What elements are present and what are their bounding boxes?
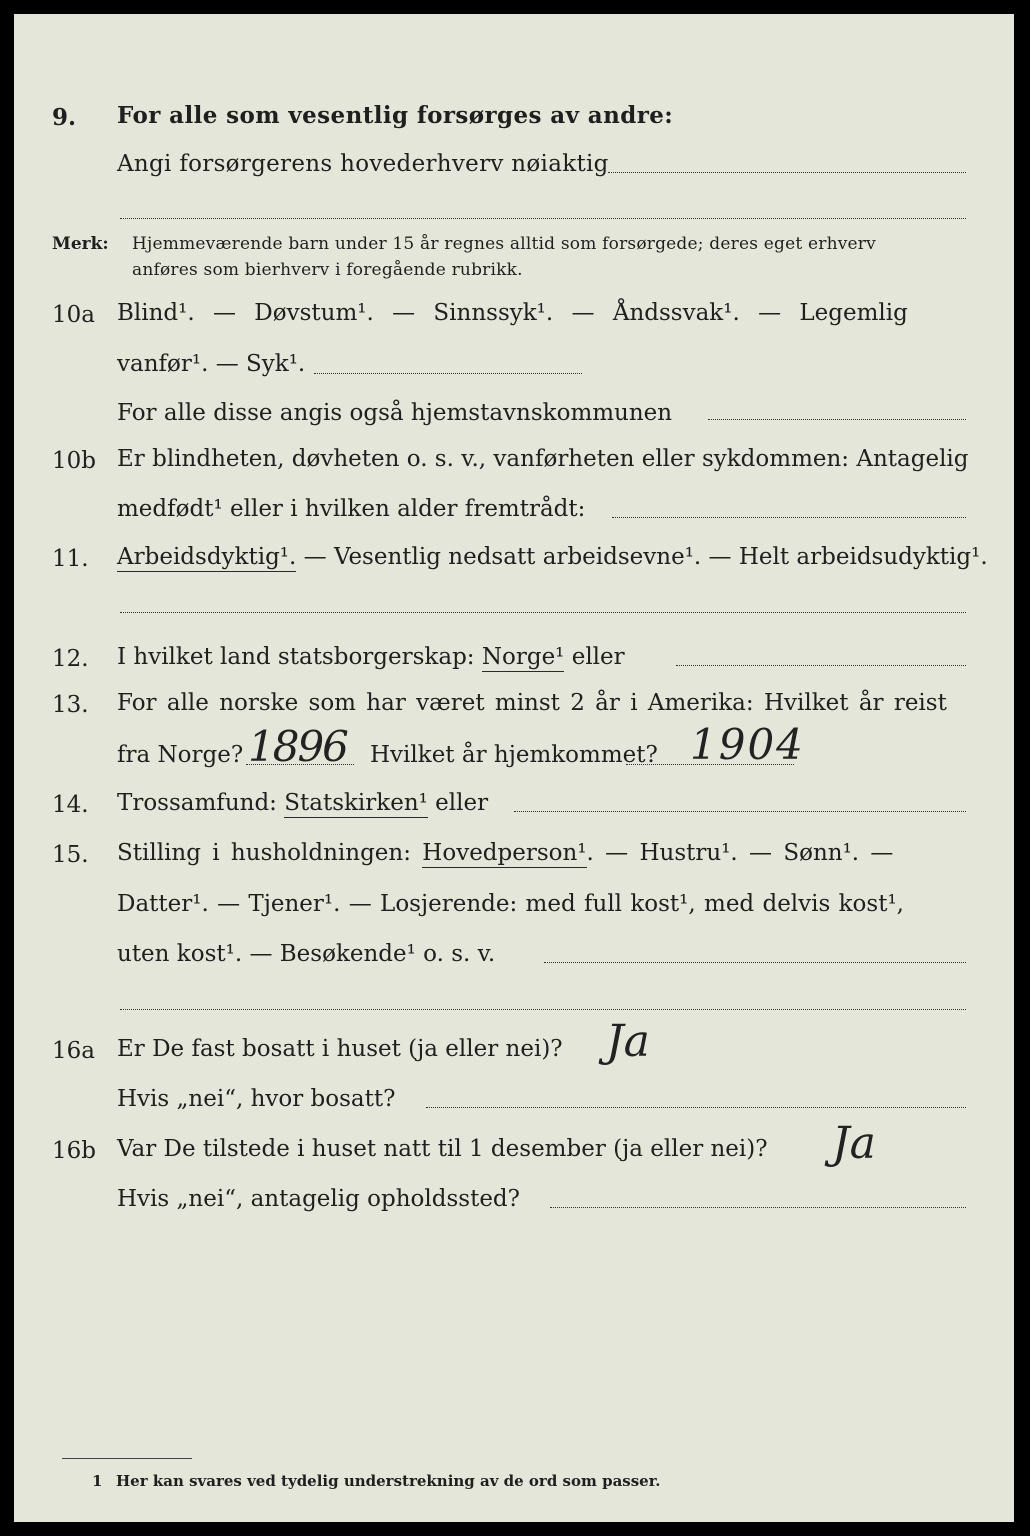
q15-line1-before: Stilling i husholdningen: (117, 840, 423, 866)
q10b-number: 10b (52, 448, 96, 474)
merk-line1: Hjemmeværende barn under 15 år regnes alltid som forsørgede; deres eget erhverv (132, 234, 876, 254)
q11-number: 11. (52, 546, 89, 572)
q11-line (117, 544, 988, 570)
q16a-line2: Hvis „nei“, hvor bosatt? (117, 1086, 396, 1112)
q10b-line1: Er blindheten, døvheten o. s. v., vanførheten eller sykdommen: Antagelig (117, 446, 969, 472)
merk-line2: anføres som bierhverv i foregående rubrikk. (132, 260, 523, 280)
q16b-line2: Hvis „nei“, antagelig opholdssted? (117, 1186, 520, 1212)
q14-number: 14. (52, 792, 89, 818)
q16a-number: 16a (52, 1038, 95, 1064)
q10b-answer-line[interactable] (612, 517, 966, 518)
q13-number: 13. (52, 692, 89, 718)
q15-answer-line-2[interactable] (120, 1009, 966, 1010)
q15-line3: uten kost¹. — Besøkende¹ o. s. v. (117, 941, 496, 967)
q10a-number: 10a (52, 302, 95, 328)
q15-number: 15. (52, 842, 89, 868)
q12-line (117, 644, 625, 670)
q15-underlined-answer[interactable]: Hovedperson¹ (422, 840, 587, 866)
q12-number: 12. (52, 646, 89, 672)
footnote-rule (62, 1458, 192, 1459)
q12-after: eller (564, 644, 625, 670)
merk-label: Merk: (52, 234, 109, 254)
q16b-handwritten-answer: Ja (832, 1118, 876, 1169)
q16a-line1: Er De fast bosatt i huset (ja eller nei)? (117, 1036, 563, 1062)
q16b-number: 16b (52, 1138, 96, 1164)
q9-line1: For alle som vesentlig forsørges av andre: (117, 102, 674, 129)
q16b-line1: Var De tilstede i huset natt til 1 desember (ja eller nei)? (117, 1136, 768, 1162)
q15-line2: Datter¹. — Tjener¹. — Losjerende: med full kost¹, med delvis kost¹, (117, 891, 904, 917)
q14-before: Trossamfund: (117, 790, 285, 816)
q14-answer-line[interactable] (514, 811, 966, 812)
q9-answer-line[interactable] (608, 172, 966, 173)
q10a-answer-line[interactable] (314, 373, 582, 374)
census-form-page (14, 14, 1014, 1522)
q16b-answer-line[interactable] (550, 1207, 966, 1208)
q11-rest: — Vesentlig nedsatt arbeidsevne¹. — Helt arbeidsudyktig¹. (296, 544, 988, 570)
q14-line (117, 790, 488, 816)
q9-line2: Angi forsørgerens hovederhverv nøiaktig (117, 151, 609, 177)
q13-line2a: fra Norge? (117, 742, 244, 768)
q14-underlined-answer[interactable]: Statskirken¹ (284, 790, 428, 816)
q12-answer-line[interactable] (676, 665, 966, 666)
q14-after: eller (427, 790, 489, 816)
q10a-line3: For alle disse angis også hjemstavnskommunen (117, 400, 673, 426)
q15-line1-after: . — Hustru¹. — Sønn¹. — (586, 840, 894, 866)
q10a-line1: Blind¹. — Døvstum¹. — Sinnssyk¹. — Åndssvak¹. — Legemlig (117, 300, 908, 326)
q13-line2b: Hvilket år hjemkommet? (370, 742, 658, 768)
q11-underlined-answer[interactable]: Arbeidsdyktig¹. (117, 544, 297, 570)
q12-before: I hvilket land statsborgerskap: (117, 644, 482, 670)
q9-answer-line-2[interactable] (120, 218, 966, 219)
q10a-line2: vanfør¹. — Syk¹. (117, 351, 306, 377)
footnote-text: Her kan svares ved tydelig understrekning av de ord som passer. (116, 1472, 661, 1490)
q10b-line2: medfødt¹ eller i hvilken alder fremtrådt: (117, 496, 586, 522)
q15-line1 (117, 840, 893, 866)
q13-line1: For alle norske som har været minst 2 år i Amerika: Hvilket år reist (117, 690, 947, 716)
q12-underlined-answer[interactable]: Norge¹ (481, 644, 565, 670)
q11-answer-line[interactable] (120, 612, 966, 613)
q9-number: 9. (52, 104, 77, 131)
q13-handwritten-year-returned: 1904 (690, 720, 805, 769)
footnote-mark: 1 (92, 1472, 103, 1490)
q16a-answer-line[interactable] (426, 1107, 966, 1108)
q16a-handwritten-answer: Ja (606, 1016, 650, 1067)
q15-answer-line[interactable] (544, 962, 966, 963)
q10a-hometown-line[interactable] (708, 419, 966, 420)
q13-handwritten-year-left: 1896 (248, 722, 347, 771)
